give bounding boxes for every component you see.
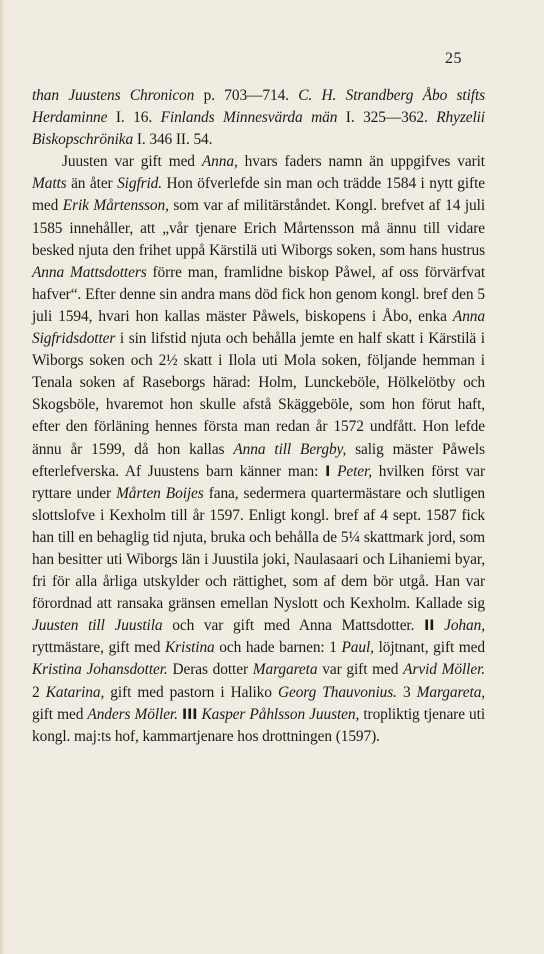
text-run: I. 346 II. 54.: [133, 131, 213, 149]
italic-text: Finlands Minnesvärda män: [160, 109, 338, 127]
text-run: 2: [32, 683, 46, 701]
section-numeral: I: [325, 463, 331, 480]
italic-text: Rhyzelii Biskopschrönika: [32, 109, 485, 149]
italic-text: Matts: [32, 175, 67, 193]
italic-text: Anna,: [201, 153, 238, 171]
italic-text: Anna Mattsdotters: [32, 263, 147, 281]
italic-text: Kristina: [164, 639, 215, 657]
italic-text: Georg Thauvonius.: [277, 683, 397, 701]
page-number: 25: [445, 50, 462, 67]
text-run: som var af militärståndet. Kongl. brefvet af 14 juli 1585 innehåller, att „vår tjenare Erich Mårtensson må ännu till vidare besked njuta den frihet uppå Kärstilä uti Wiborgs soken, som hans hustrus: [32, 197, 485, 259]
text-run: löjtnant, gift med: [373, 639, 485, 657]
italic-text: Erik Mårtensson,: [62, 197, 169, 215]
text-run: i sin lifstid njuta och behålla jemte en half skatt i Kärstilä i Wiborgs soken och 2½ skatt i Ilola uti Mola soken, följande hemman i Tenala soken af Raseborgs härad: Holm, Lunckeböle, Hölkelötby och Skogsböle, hvaremot hon skulle afstå Skäggeböle, som hon förut haft, efter den förläning hennes första man redan år 1572 undfått. Hon lefde ännu år 1599, då hon kallas: [32, 330, 485, 458]
body-paragraph: [32, 151, 485, 748]
text-run: gift med: [32, 705, 88, 723]
italic-text: Johan,: [444, 617, 485, 635]
italic-text: Anna Sigfridsdotter: [32, 307, 485, 348]
text-run: 3: [396, 683, 417, 701]
text-run: och hade barnen: 1: [214, 639, 342, 657]
text-run: Hon öfverlefde sin man och trädde 1584 i nytt gifte med: [32, 175, 485, 215]
italic-text: Kasper Påhlsson Juusten,: [201, 705, 360, 723]
italic-text: Paul,: [341, 639, 374, 657]
italic-text: Anders Möller.: [87, 705, 178, 723]
italic-text: Margareta: [252, 661, 318, 679]
body-text: [32, 85, 485, 748]
reference-paragraph: [32, 85, 485, 151]
text-run: salig mäster Påwels efterlefverska. Af Juustens barn känner man:: [32, 440, 485, 480]
italic-text: Kristina Johansdotter.: [32, 661, 168, 679]
text-run: och var gift med Anna Mattsdotter.: [162, 617, 425, 635]
italic-text: C. H. Strandberg Åbo stifts Herdaminne: [32, 87, 486, 127]
text-run: hvilken först var ryttare under: [32, 462, 485, 502]
italic-text: Anna till Bergby,: [233, 440, 347, 458]
text-run: I. 325—362.: [337, 109, 437, 127]
italic-text: Peter,: [337, 462, 372, 480]
italic-text: Arvid Möller.: [403, 661, 485, 679]
text-run: tropliktig tjenare uti kongl. maj:ts hof, kammartjenare hos drottningen (1597).: [32, 705, 485, 745]
italic-text: Sigfrid.: [117, 175, 163, 193]
text-run: fana, sedermera quartermästare och slutligen slottslofve i Kexholm till år 1597. Enligt kongl. bref af 4 sept. 1587 fick han till en behaglig tid njuta, bruka och behålla de 5¼ skattmark jord, som han besitter uti Wiborgs län i Juustila joki, Naulasaari och Lihaniemi byar, fri för alla årliga utskylder och rättighet, som af dem bör utgå. Han var förordnad att ransaka gränsen emellan Nyslott och Kexholm. Kallade sig: [32, 484, 486, 613]
text-run: förre man, framlidne biskop Påwel, af oss förvärfvat hafver“. Efter denne sin andra mans död fick hon genom kongl. bref den 5 juli 1594, hvari hon kallas mäster Påwels, biskopens i Åbo, enka: [32, 263, 485, 325]
text-run: var gift med: [317, 661, 404, 679]
text-run: hvars faders namn än uppgifves varit: [237, 153, 485, 171]
italic-text: Juusten till Juustila: [32, 617, 163, 635]
text-run: ryttmästare, gift med: [32, 639, 165, 657]
italic-text: Mårten Boijes: [116, 484, 204, 502]
text-run: gift med pastorn i Haliko: [104, 683, 278, 701]
page-spine-shadow: [0, 0, 5, 954]
text-run: Deras dotter: [167, 661, 253, 679]
section-numeral: III: [181, 706, 198, 723]
italic-text: than Juustens Chronicon: [32, 87, 195, 104]
italic-text: Katarina,: [45, 683, 105, 701]
section-numeral: II: [424, 618, 435, 635]
text-run: I. 16.: [107, 109, 161, 127]
text-run: [434, 617, 444, 634]
italic-text: Margareta,: [416, 683, 486, 701]
text-run: Juusten var gift med: [62, 153, 202, 171]
text-run: p. 703—714.: [194, 87, 299, 104]
text-run: än åter: [66, 175, 118, 193]
